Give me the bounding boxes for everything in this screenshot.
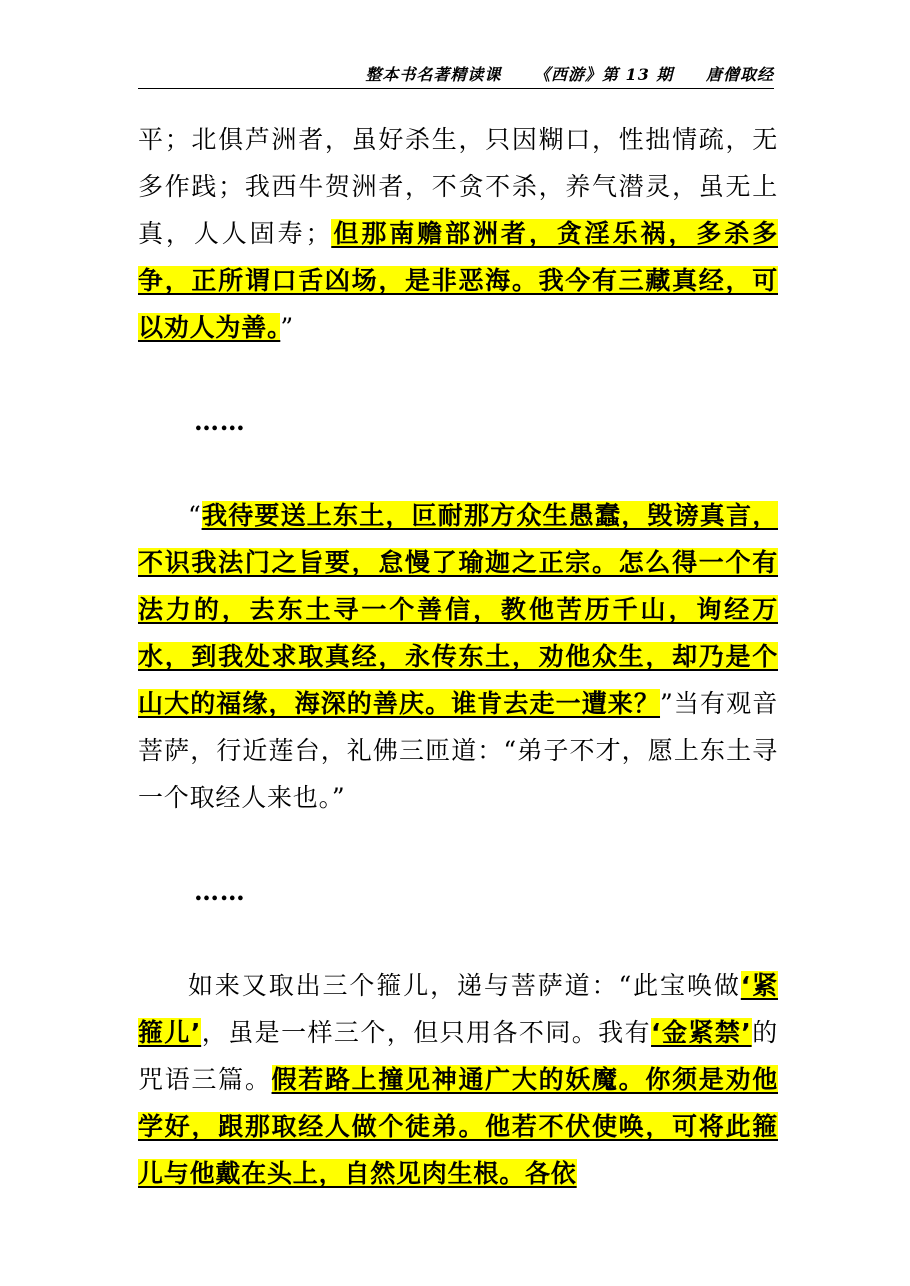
p2-open-quote: “ (188, 501, 202, 530)
paragraph-3 (138, 962, 778, 1197)
p2-text: ”当有观音菩萨，行近莲台，礼佛三匝道：“弟子不才，愿上东土寻一个取经人来也。” (138, 689, 778, 812)
p1-text: 平；北俱芦洲者，虽好杀生，只因糊口，性拙情疏，无多作践；我西牛贺洲者，不贪不杀，养气潜灵，虽无上真，人人固寿； (138, 125, 778, 248)
header-course: 整本书名著精读课 (365, 65, 502, 84)
p3-highlight-jingu: ‘紧箍儿’ (138, 971, 778, 1047)
ellipsis-2: …… (194, 877, 246, 906)
p3-text-3: 的咒语三篇。 (138, 1018, 778, 1094)
p1-highlight: 但那南赡部洲者，贪淫乐祸，多杀多争，正所谓口舌凶场，是非恶海。我今有三藏真经，可以劝人为善。 (138, 219, 778, 342)
p1-closing-quote: ” (280, 313, 294, 342)
p3-text-2: ，虽是一样三个，但只用各不同。我有 (201, 1018, 652, 1047)
p2-highlight: 我待要送上东土，叵耐那方众生愚蠢，毁谤真言，不识我法门之旨要，怠慢了瑜迦之正宗。怎么得一个有法力的，去东土寻一个善信，教他苦历千山，询经万水，到我处求取真经，永传东土，劝他众生，却乃是个山大的福缘，海深的善庆。谁肯去走一遭来？ (138, 501, 778, 718)
p3-text-1: 如来又取出三个箍儿，递与菩萨道：“此宝唤做 (188, 971, 741, 1000)
p3-highlight-2: 假若路上撞见神通广大的妖魔。你须是劝他学好，跟那取经人做个徒弟。他若不伏使唤，可将此箍儿与他戴在头上，自然见肉生根。各依 (138, 1065, 778, 1188)
document-body (138, 116, 778, 1197)
ellipsis-1: …… (194, 407, 246, 436)
header-book: 《西游》第 13 期 (533, 65, 674, 84)
p3-highlight-jinjin: ‘金紧禁’ (651, 1018, 752, 1047)
page-header (138, 62, 774, 89)
header-topic: 唐僧取经 (705, 65, 774, 84)
paragraph-2 (138, 492, 778, 821)
paragraph-1 (138, 116, 778, 351)
